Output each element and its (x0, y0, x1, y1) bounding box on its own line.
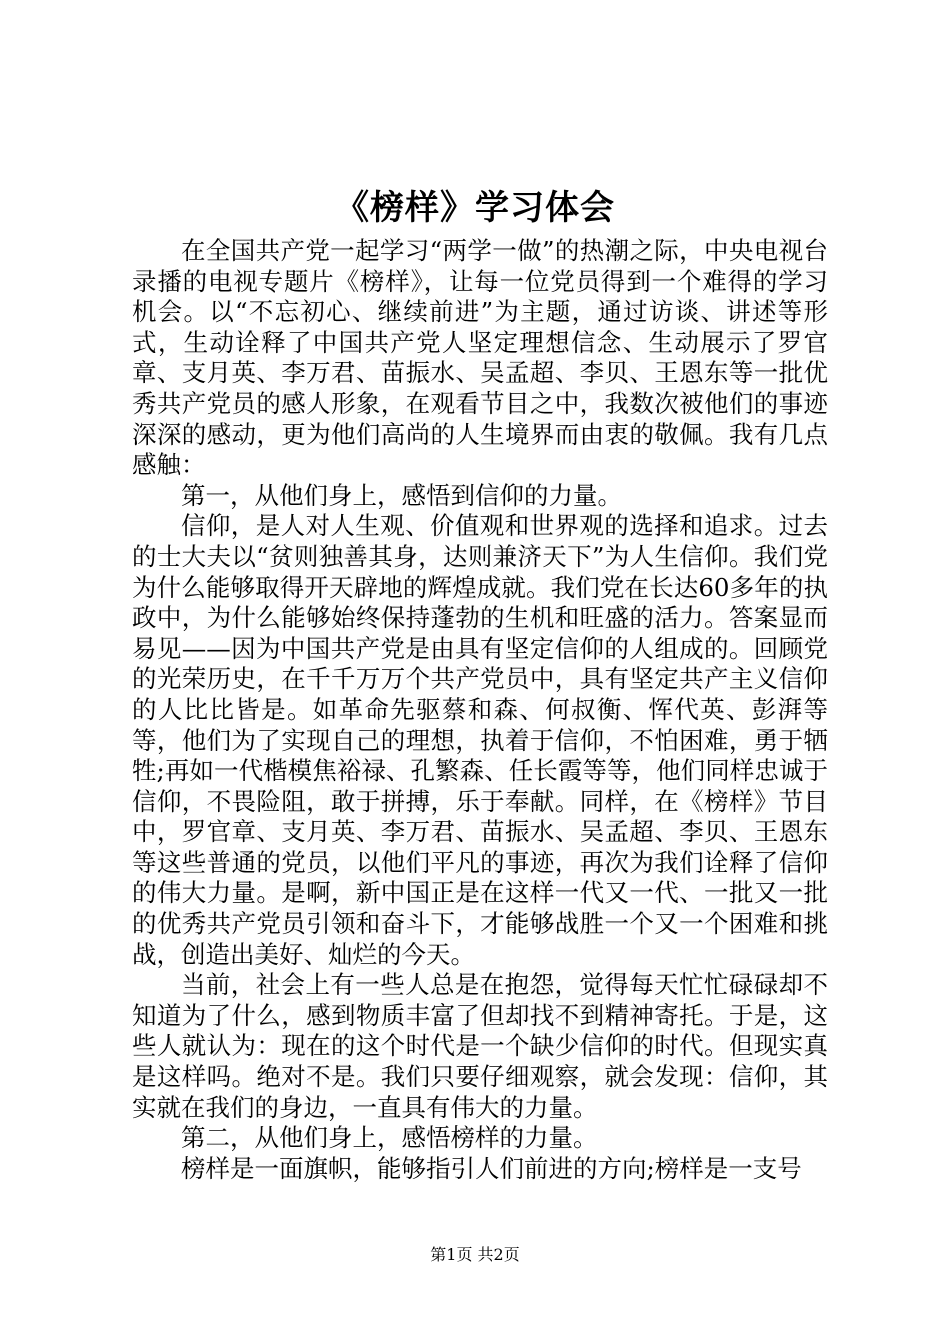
paragraph-faith: 信仰，是人对人生观、价值观和世界观的选择和追求。过去的士大夫以“贫则独善其身，达则兼济天下”为人生信仰。我们党为什么能够取得开天辟地的辉煌成就。我们党在长达60多年的执政中，为什么能够始终保持蓬勃的生机和旺盛的活力。答案显而易见——因为中国共产党是由具有坚定信仰的人组成的。回顾党的光荣历史，在千千万万个共产党员中，具有坚定共产主义信仰的人比比皆是。如革命先驱蔡和森、何叔衡、恽代英、彭湃等等，他们为了实现自己的理想，执着于信仰，不怕困难，勇于牺牲;再如一代楷模焦裕禄、孔繁森、任长霞等等，他们同样忠诚于信仰，不畏险阻，敢于拼搏，乐于奉献。同样，在《榜样》节目中，罗官章、支月英、李万君、苗振水、吴孟超、李贝、王恩东等这些普通的党员，以他们平凡的事迹，再次为我们诠释了信仰的伟大力量。是啊，新中国正是在这样一代又一代、一批又一批的优秀共产党员引领和奋斗下，才能够战胜一个又一个困难和挑战，创造出美好、灿烂的今天。 (132, 511, 828, 969)
paragraph-heading-1: 第一，从他们身上，感悟到信仰的力量。 (181, 480, 622, 510)
paragraph-model: 榜样是一面旗帜，能够指引人们前进的方向;榜样是一支号 (181, 1153, 802, 1183)
page-footer: 第1页 共2页 (430, 1245, 520, 1264)
paragraph-heading-2: 第二，从他们身上，感悟榜样的力量。 (181, 1123, 598, 1153)
document-title: 《榜样》学习体会 (335, 188, 615, 228)
paragraph-current: 当前，社会上有一些人总是在抱怨，觉得每天忙忙碌碌却不知道为了什么，感到物质丰富了但却找不到精神寄托。于是，这些人就认为：现在的这个时代是一个缺少信仰的时代。但现实真是这样吗。绝对不是。我们只要仔细观察，就会发现：信仰，其实就在我们的身边，一直具有伟大的力量。 (132, 970, 828, 1122)
document-body (132, 236, 828, 1184)
paragraph-intro: 在全国共产党一起学习“两学一做”的热潮之际，中央电视台录播的电视专题片《榜样》，让每一位党员得到一个难得的学习机会。以“不忘初心、继续前进”为主题，通过访谈、讲述等形式，生动诠释了中国共产党人坚定理想信念、生动展示了罗官章、支月英、李万君、苗振水、吴孟超、李贝、王恩东等一批优秀共产党员的感人形象，在观看节目之中，我数次被他们的事迹深深的感动，更为他们高尚的人生境界而由衷的敬佩。我有几点感触： (132, 236, 828, 480)
